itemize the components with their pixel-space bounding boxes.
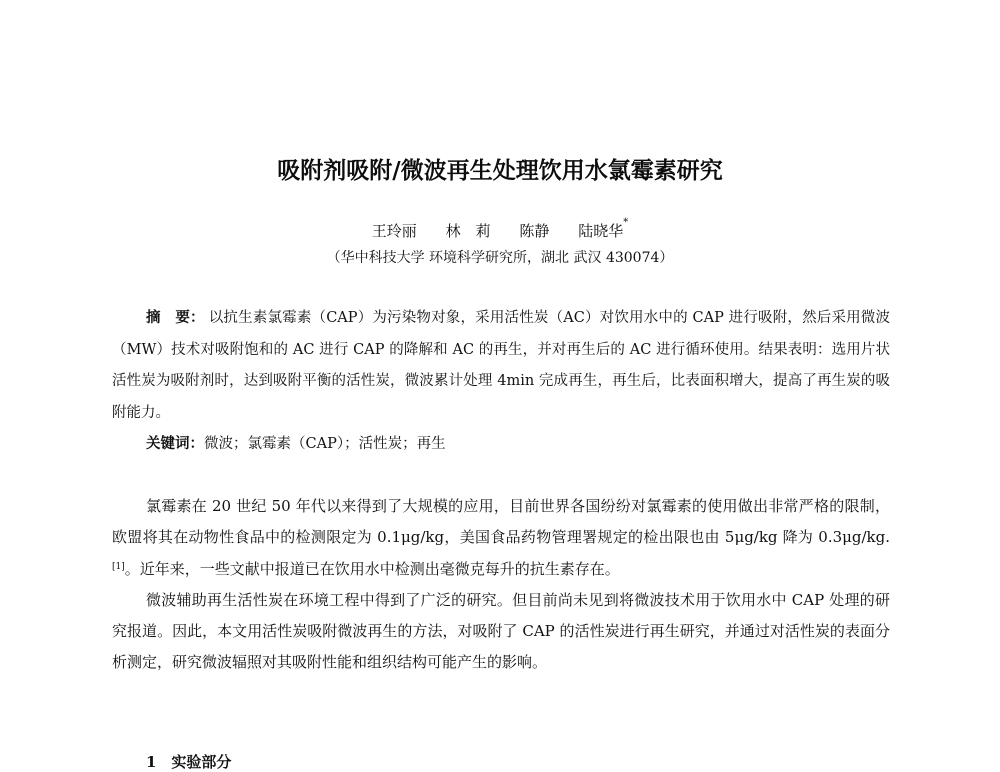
author-name: 陆晓华: [578, 222, 624, 240]
paragraph-1-text-cont: 。近年来，一些文献中报道已在饮用水中检测出毫微克每升的抗生素存在。: [124, 559, 620, 578]
section-heading-cut: 1 实验部分: [146, 753, 232, 771]
corresponding-author-mark: *: [623, 217, 629, 228]
body-paragraph-2: 微波辅助再生活性炭在环境工程中得到了广泛的研究。但目前尚未见到将微波技术用于饮用水中 CAP 处理的研究报道。因此，本文用活性炭吸附微波再生的方法，对吸附了 CAP 的活性炭进行再生研究，并通过对活性炭的表面分析测定，研究微波辐照对其吸附性能和组织结构可能产生的影响。: [112, 590, 890, 672]
abstract-label: 摘 要：: [146, 309, 205, 326]
author-3: [519, 220, 549, 241]
paper-title: 吸附剂吸附/微波再生处理饮用水氯霉素研究: [277, 157, 723, 184]
author-1: [372, 220, 417, 241]
affiliation: （华中科技大学 环境科学研究所，湖北 武汉 430074）: [326, 250, 674, 266]
abstract: [112, 302, 890, 429]
author-name: 王玲丽: [371, 222, 417, 240]
body-paragraph-1: [112, 491, 890, 585]
keywords-label: 关键词：: [146, 435, 204, 452]
keywords: [146, 428, 446, 461]
author-name: 陈静: [519, 222, 550, 240]
abstract-text: 以抗生素氯霉素（CAP）为污染物对象，采用活性炭（AC）对饮用水中的 CAP 进行吸附，然后采用微波（MW）技术对吸附饱和的 AC 进行 CAP 的降解和 AC 的再生，并对再生后的 AC 进行循环使用。结果表明：选用片状活性炭为吸附剂时，达到吸附平衡的活性炭，微波累计处理 4min 完成再生，再生后，比表面积增大，提高了再生炭的吸附能力。: [112, 310, 890, 421]
keywords-text: 微波；氯霉素（CAP）；活性炭；再生: [204, 436, 446, 452]
author-list: [0, 217, 1000, 241]
citation-ref: [1]: [112, 561, 125, 572]
author-4: [578, 217, 629, 241]
body-text: [112, 491, 890, 679]
author-2: [446, 220, 491, 241]
author-name: 林 莉: [445, 222, 491, 240]
paragraph-1-text: 氯霉素在 20 世纪 50 年代以来得到了大规模的应用，目前世界各国纷纷对氯霉素的使用做出非常严格的限制，欧盟将其在动物性食品中的检测限定为 0.1μg/kg，美国食品药物管理署规定的检出限也由 5μg/kg 降为 0.3μg/kg.: [112, 497, 890, 547]
